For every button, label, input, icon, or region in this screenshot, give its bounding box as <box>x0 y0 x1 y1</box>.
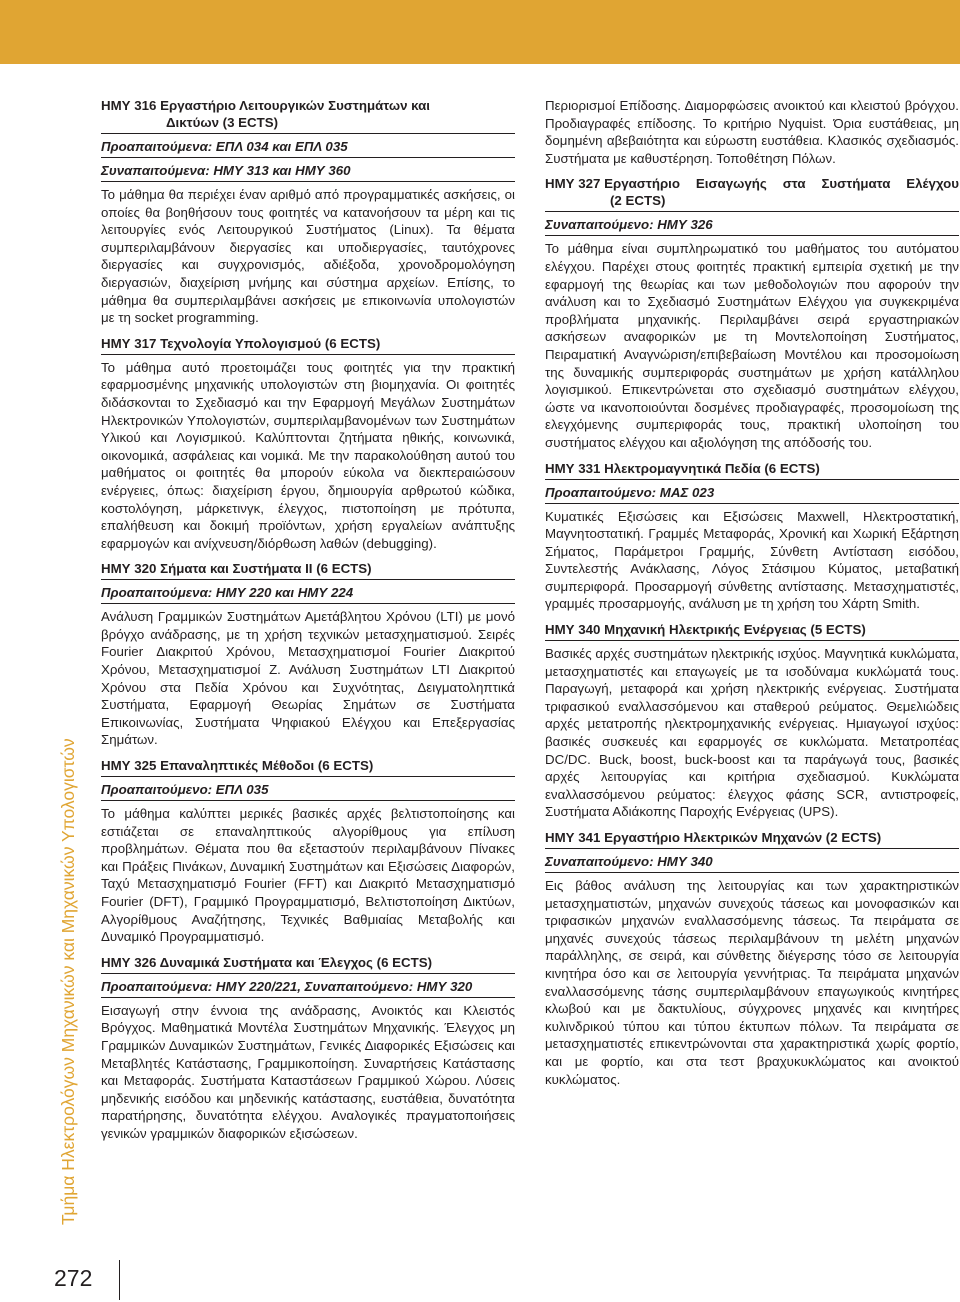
course-description: Βασικές αρχές συστημάτων ηλεκτρικής ισχύος. Μαγνητικά κυκλώματα, μετασχηματιστές και επαγωγείς με τα ισοδύναμα κυκλώματά τους. Παραγωγή, μεταφορά και χρήση ηλεκτρικής ενέργειας. Συστήματα τριφασικού εναλλασσόμενου και σταθερού ρεύματος. Θεμελιώδεις αρχές μετατροπής ηλεκτρομηχανικής ενέργειας. Ημιαγωγοί ισχύος: βασικές συσκευές και εφαρμογές σε κυκλώματα. Μετατροπέας DC/DC. Buck, boost, buck-boost και τα παράγωγά τους, βασικές αρχές λειτουργίας και κριτήρια σχεδιασμού. Κυκλώματα εναλλασσόμενου ρεύματος: έλεγχος φάσης SCR, αντιστροφείς, Συστήματα Αδιάκοπης Παροχής Ενέργειας (UPS). <box>545 646 959 820</box>
course-corequisites: Συναπαιτούμενο: ΗΜΥ 340 <box>545 849 959 873</box>
course-title-part3: στα <box>782 176 806 192</box>
course-description: Εισαγωγή στην έννοια της ανάδρασης, Ανοικτός και Κλειστός Βρόγχος. Μαθηματικά Μοντέλα Συστημάτων Μηχανικής. Έλεγχος μη Γραμμικών Δυναμικών Συστημάτων, Γενικές Διαφορικές Εξισώσεις και Μεταβλητές Κατάστασης, Γραμμικοποίηση. Συναρτήσεις Κατάστασης και Μεταφοράς. Συστήματα Καταστάσεων Γραμμικού Χώρου. Λύσεις μηδενικής εισόδου και μηδενικής κατάστασης, ευστάθεια, δυνατότητα παρατήρησης, δυνατότητα ελέγχου. Αναλογικές πραγματοποιήσεις γενικών γραμμικών διαφορικών εξισώσεων. <box>101 1002 515 1141</box>
course-hmy325 <box>101 757 515 946</box>
course-title: ΗΜΥ 340 Μηχανική Ηλεκτρικής Ενέργειας (5 ECTS) <box>545 621 959 641</box>
left-column <box>101 97 515 1151</box>
course-prerequisites: Προαπαιτούμενα: ΗΜΥ 220 και ΗΜΥ 224 <box>101 580 515 604</box>
course-title-part2: Εισαγωγής <box>695 176 767 192</box>
course-corequisites: Συναπαιτούμενο: ΗΜΥ 326 <box>545 212 959 236</box>
course-description: Κυματικές Εξισώσεις και Εξισώσεις Maxwell, Ηλεκτροστατική, Μαγνητοστατική. Γραμμές Μεταφοράς, Χρονική και Χωρική Εξάρτηση Σήματος, Παράμετροι Γραμμής, Σύνθετη Αντίσταση εισόδου, Συντελεστής Ανάκλασης, Λόγος Στάσιμου Κύματος, μεταβατική συμπεριφορά. Προσαρμογή σύνθετης αντίστασης. Μετασχηματιστές, γραμμές προσαρμογής, ανάλυση με τη χρήση του Χάρτη Smith. <box>545 508 959 612</box>
page-number: 272 <box>54 1265 93 1291</box>
course-hmy326 <box>101 954 515 1143</box>
course-description: Ανάλυση Γραμμικών Συστημάτων Αμετάβλητου Χρόνου (LTI) με μονό βρόγχο ανάδρασης, με τη χρήση τεχνικών μετασχηματισμού. Σειρές Fourier Διακριτού Χρόνου, Μετασχηματισμοί Fourier Διακριτού Χρόνου, Μετασχηματισμοί Ζ. Ανάλυση Συστημάτων LTI Διακριτού Χρόνου στα Πεδία Χρόνου και Συχνότητας, Δειγματοληπτικά Συστήματα, Εφαρμογή Θεωρίας Σημάτων σε Συστήματα Επικοινωνίας, Συστήματα Ψηφιακού Ελέγχου και Επεξεργασίας Σημάτων. <box>101 609 515 748</box>
course-title: ΗΜΥ 326 Δυναμικά Συστήματα και Έλεγχος (6 ECTS) <box>101 954 515 974</box>
course-title-part4: Συστήματα <box>821 176 891 192</box>
course-title <box>101 97 515 134</box>
course-hmy316 <box>101 97 515 327</box>
course-hmy331 <box>545 460 959 614</box>
right-column <box>545 97 959 1096</box>
course-hmy341 <box>545 829 959 1088</box>
course-title: ΗΜΥ 341 Εργαστήριο Ηλεκτρικών Μηχανών (2 ECTS) <box>545 829 959 849</box>
course-prerequisites: Προαπαιτούμενα: ΗΜΥ 220/221, Συναπαιτούμενο: ΗΜΥ 320 <box>101 974 515 998</box>
course-corequisites: Συναπαιτούμενα: ΗΜΥ 313 και ΗΜΥ 360 <box>101 158 515 182</box>
course-hmy327 <box>545 175 959 451</box>
page-number-divider <box>119 1260 120 1300</box>
course-description: Το μάθημα θα περιέχει έναν αριθμό από προγραμματικές ασκήσεις, οι οποίες θα βοηθήσουν τους φοιτητές να κατανοήσουν τα μέρη και τις λειτουργίες ενός Λειτουργικού Συστήματος (Linux). Τα θέματα συμπεριλαμβάνουν διεργασίες και υποδιεργασίες, ταυτόχρονες διεργασίες και συγχρονισμός, αδιέξοδα, χρονοδρομολόγηση διεργασιών, διαχείριση μνήμης και σύστημα αρχείων. Επίσης, το μάθημα θα συμπεριλαμβάνει ασκήσεις με επικοινωνία υπολογιστών με τη socket programming. <box>101 187 515 326</box>
course-title-line2: (2 ECTS) <box>610 193 666 209</box>
course-title-part5: Ελέγχου <box>906 176 959 192</box>
course-description: Το μάθημα καλύπτει μερικές βασικές αρχές βελτιστοποίησης και εστιάζεται σε επαναληπτικούς αλγορίθμους για επίλυση προβλημάτων. Θέματα που θα εξεταστούν περιλαμβάνουν Πίνακες και Πράξεις Πινάκων, Δυναμική Συστημάτων και Εξισώσεις Διαφορών, Ταχύ Μετασχηματισμό Fourier (FFT) και Διακριτό Μετασχηματισμό Fourier (DFT), Γραμμικό Προγραμματισμό, Βελτιστοποίηση Δικτύων, Αλγορίθμους Αναζήτησης, Τεχνικές Βαθμιαίας Μεταβολής και Δυναμικό Προγραμματισμό. <box>101 806 515 945</box>
header-bar <box>0 0 960 64</box>
course-title: ΗΜΥ 320 Σήματα και Συστήματα ΙΙ (6 ECTS) <box>101 560 515 580</box>
continued-description: Περιορισμοί Επίδοσης. Διαμορφώσεις ανοικτού και κλειστού βρόγχου. Προδιαγραφές επίδοσης. Το κριτήριο Nyquist. Όρια ευστάθειας, μη δομημένη αβεβαιότητα και εύρωστη ευστάθεια. Κλασικός σχεδιασμός. Συστήματα με καθυστέρηση. Τοποθέτηση Πόλων. <box>545 98 959 166</box>
course-title-part1: ΗΜΥ 327 Εργαστήριο <box>545 176 680 192</box>
course-description: Το μάθημα αυτό προετοιμάζει τους φοιτητές για την πρακτική εφαρμοσμένης μηχανικής υπολογιστών στη βιομηχανία. Οι φοιτητές διδάσκονται το Σχεδιασμό και την Εφαρμογή Μεγάλων Συστημάτων Ηλεκτρονικών Υπολογιστών, συμπεριλαμβανομένων των Συστημάτων Υλικού και Λογισμικού. Καλύπτονται ζητήματα ηθικής, κοινωνικά, οικονομικά, ασφάλειας και νομικά. Με την παρακολούθηση αυτού του μαθήματος οι φοιτητές θα μπορούν εύκολα να διεκπεραιώσουν ενέργειες, όπως: διαχείριση έργου, δημιουργία αρθρωτού κώδικα, κοστολόγηση, μάρκετινγκ, έλεγχος, πιστοποίηση με πρότυπα, επαλήθευση και δοκιμή προϊόντων, χρήση εργαλείων ανάπτυξης εφαρμογών και ανίχνευση/διόρθωση λαθών (debugging). <box>101 359 515 551</box>
course-title <box>545 175 959 212</box>
course-prerequisites: Προαπαιτούμενα: ΕΠΛ 034 και ΕΠΛ 035 <box>101 134 515 158</box>
course-hmy317 <box>101 335 515 553</box>
course-description: Το μάθημα είναι συμπληρωματικό του μαθήματος του αυτόματου ελέγχου. Παρέχει στους φοιτητές πρακτική εμπειρία σχετική με την εφαρμογή της θεωρίας και των μεθοδολογιών που αφορούν την ανάλυση και το Σχεδιασμό Συστημάτων Ελέγχου για συγκεκριμένα προβλήματα μηχανικής. Περιλαμβάνει σειρά εργαστηριακών ασκήσεων αναφορικών με τη Μοντελοποίηση Συστήματος, Πειραματική Αναγνώριση/επιβεβαίωση Μοντέλου και προσομοίωση της δυναμικής συμπεριφοράς συστημάτων με χρήση κατάλληλου λογισμικού. Επικεντρώνεται στο σχεδιασμό συστημάτων ελέγχου, ώστε να ικανοποιούνται δοσμένες προδιαγραφές, προσομοίωση της ελεγχόμενης συμπεριφοράς τους, πρακτική υλοποίηση του συστήματος ελέγχου και αξιολόγηση της απόδοσής του. <box>545 241 959 450</box>
course-title: ΗΜΥ 331 Ηλεκτρομαγνητικά Πεδία (6 ECTS) <box>545 460 959 480</box>
course-title: ΗΜΥ 317 Τεχνολογία Υπολογισμού (6 ECTS) <box>101 335 515 355</box>
course-prerequisites: Προαπαιτούμενο: ΕΠΛ 035 <box>101 777 515 801</box>
course-title-line2: Δικτύων (3 ECTS) <box>166 115 279 130</box>
course-title: ΗΜΥ 325 Επαναληπτικές Μέθοδοι (6 ECTS) <box>101 757 515 777</box>
course-prerequisites: Προαπαιτούμενο: ΜΑΣ 023 <box>545 480 959 504</box>
course-hmy320 <box>101 560 515 749</box>
course-description: Εις βάθος ανάλυση της λειτουργίας και των χαρακτηριστικών μετασχηματιστών, μηχανών συνεχούς τάσεως και μονοφασικών και τριφασικών μηχανών εναλλασσόμενης τάσεως. Τα πειράματα σε μηχανές συνεχούς τάσεως περιλαμβάνουν τη μελέτη μηχανών παράλληλης, σε σειρά, και σύνθετης διέγερσης τόσο σε λειτουργία κινητήρα όσο και σε λειτουργία γεννήτριας. Τα πειράματα μηχανών εναλλασσόμενης τάσης συμπεριλαμβάνουν επαγωγικούς κινητήρες κλωβού και με δακτυλίους, σύγχρονες μηχανές και κινητήρες κυλινδρικού τύπου και τύπου έκτυπων πόλων. Τα πειράματα σε μετασχηματιστές επικεντρώνονται στα χαρακτηριστικά χωρίς φορτίο, και με φορτίο, και στα τεστ βραχυκυκλώματος και ανοικτού κυκλώματος. <box>545 878 959 1087</box>
department-title: Τμήμα Ηλεκτρολόγων Μηχανικών και Μηχανικών Υπολογιστών <box>58 738 78 1225</box>
course-hmy340 <box>545 621 959 821</box>
course-title-line1: ΗΜΥ 316 Εργαστήριο Λειτουργικών Συστημάτων και <box>101 98 430 113</box>
